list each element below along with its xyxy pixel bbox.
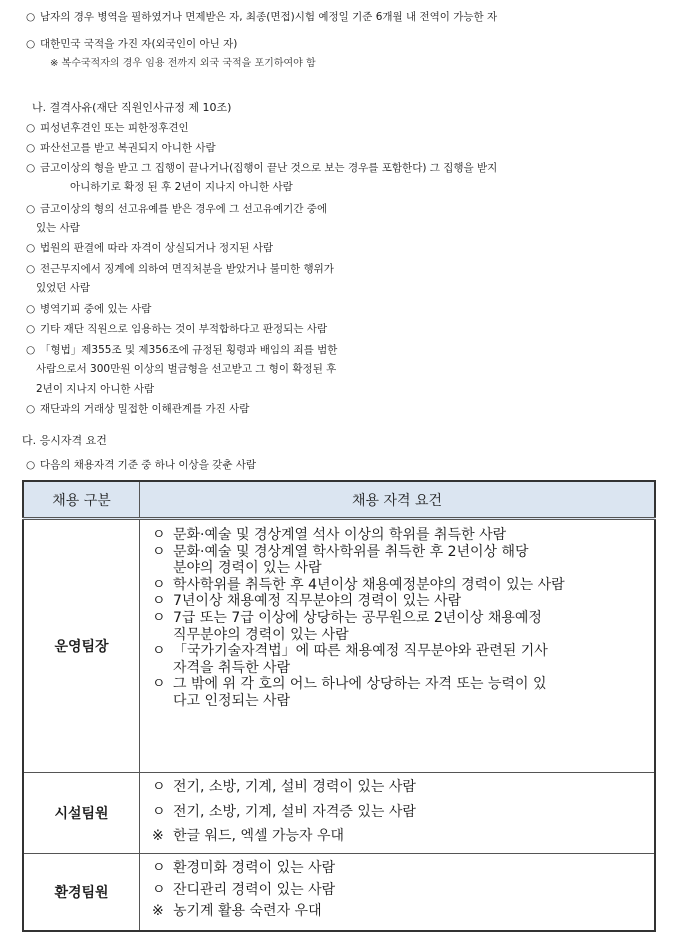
item-mark: ㅇ [152,527,166,543]
bullet-mark: ○ [26,122,36,134]
disqual-item [26,322,327,336]
list-item [152,593,646,610]
item-text: 문화·예술 및 경상계열 학사학위를 취득한 후 2년이상 해당 분야의 경력이 있는 사람 [173,543,529,577]
disqual-item [26,202,327,216]
requirements-table [22,480,656,932]
item-mark: ㅇ [152,803,166,820]
disqual-continuation: 사람으로서 300만원 이상의 벌금형을 선고받고 그 형이 확정된 후 [36,363,337,375]
list-item [152,544,646,577]
category-operations-lead: 운영팀장 [23,519,140,773]
item-mark: ㅇ [152,643,166,660]
requirement-nationality [26,37,237,51]
disqual-item [26,141,216,155]
requirement-list [140,854,656,931]
disqual-text: 병역기피 중에 있는 사람 [40,303,152,315]
eligibility-intro-text: 다음의 채용자격 기준 중 하나 이상을 갖춘 사람 [40,459,257,471]
item-text: 7년이상 채용예정 직무분야의 경력이 있는 사람 [173,593,462,610]
dual-nationality-note: ※ 복수국적자의 경우 임용 전까지 외국 국적을 포기하여야 함 [50,58,316,69]
bullet-mark: ○ [26,203,36,215]
disqual-text: 금고이상의 형을 받고 그 집행이 끝나거나(집행이 끝난 것으로 보는 경우를 포함한다) 그 집행을 받지 [40,162,498,174]
item-text: 전기, 소방, 기계, 설비 자격증 있는 사람 [173,803,416,820]
item-mark: ※ [152,903,164,919]
disqual-text: 기타 재단 직원으로 임용하는 것이 부적합하다고 판정되는 사람 [40,323,328,335]
disqual-text: 「형법」제355조 및 제356조에 규정된 횡령과 배임의 죄를 범한 [40,344,338,356]
table-row [23,854,655,931]
item-text: 잔디관리 경력이 있는 사람 [173,881,336,898]
item-text: 환경미화 경력이 있는 사람 [173,860,336,876]
category-environment-staff: 환경팀원 [23,854,140,931]
bullet-mark: ○ [26,403,36,415]
item-text: 농기계 활용 숙련자 우대 [173,903,322,919]
list-item [152,527,646,544]
item-text: 전기, 소방, 기계, 설비 경력이 있는 사람 [173,779,416,795]
item-text: 그 밖에 위 각 호의 어느 하나에 상당하는 자격 또는 능력이 있 다고 인정되는 사람 [173,676,547,709]
header-requirements: 채용 자격 요건 [140,481,656,519]
table-row [23,519,655,773]
disqual-item [26,241,273,255]
bullet-mark: ○ [26,162,36,174]
category-facilities-staff: 시설팀원 [23,773,140,854]
bullet-mark: ○ [26,323,36,335]
disqual-text: 피성년후견인 또는 피한정후견인 [40,122,189,134]
eligibility-intro [26,458,256,472]
list-item [152,775,646,800]
disqual-item [26,402,249,416]
list-item [152,880,646,902]
disqual-text: 재단과의 거래상 밀접한 이해관계를 가진 사람 [40,403,250,415]
item-text: 한글 워드, 엑셀 가능자 우대 [173,828,345,844]
list-item [152,643,646,676]
bullet-mark: ○ [26,142,36,154]
list-item [152,901,646,923]
item-text: 문화·예술 및 경상계열 석사 이상의 학위를 취득한 사람 [173,527,507,543]
item-mark: ㅇ [152,576,166,593]
disqual-text: 전근무지에서 징계에 의하여 면직처분을 받았거나 불미한 행위가 [40,263,334,275]
disqual-continuation: 2년이 지나지 아니한 사람 [36,383,155,395]
requirement-military [26,10,497,24]
list-item [152,824,646,849]
bullet-mark: ○ [26,11,36,23]
list-item [152,800,646,825]
disqual-continuation: 있었던 사람 [36,282,91,294]
item-text: 7급 또는 7급 이상에 상당하는 공무원으로 2년이상 채용예정 직무분야의 경력이 있는 사람 [173,609,542,643]
requirement-list [140,519,656,773]
item-mark: ㅇ [152,609,166,626]
list-item [152,858,646,880]
bullet-mark: ○ [26,344,36,356]
requirement-text: 대한민국 국적을 가진 자(외국인이 아닌 자) [40,38,238,50]
item-text: 학사학위를 취득한 후 4년이상 채용예정분야의 경력이 있는 사람 [173,576,565,593]
section-title-disqualification: 나. 결격사유(재단 직원인사규정 제 10조) [32,101,232,114]
disqual-item [26,262,334,276]
disqual-continuation: 아니하기로 확정 된 후 2년이 지나지 아니한 사람 [70,181,293,193]
disqual-continuation: 있는 사람 [36,222,80,234]
item-mark: ㅇ [152,779,166,795]
item-mark: ㅇ [152,676,166,693]
disqual-item [26,161,497,175]
disqual-item [26,302,151,316]
disqual-text: 금고이상의 형의 선고유예를 받은 경우에 그 선고유예기간 중에 [40,203,328,215]
item-mark: ※ [152,828,164,844]
section-title-eligibility: 다. 응시자격 요건 [22,434,107,447]
bullet-mark: ○ [26,242,36,254]
bullet-mark: ○ [26,38,36,50]
bullet-mark: ○ [26,303,36,315]
header-category: 채용 구분 [23,481,140,519]
disqual-item [26,121,189,135]
bullet-mark: ○ [26,459,36,471]
bullet-mark: ○ [26,263,36,275]
disqual-text: 법원의 판결에 따라 자격이 상실되거나 정지된 사람 [40,242,274,254]
list-item [152,577,646,594]
table-header-row [23,481,655,519]
disqual-text: 파산선고를 받고 복권되지 아니한 사람 [40,142,216,154]
disqual-item [26,343,337,357]
requirement-text: 남자의 경우 병역을 필하였거나 면제받은 자, 최종(면접)시험 예정일 기준 6개월 내 전역이 가능한 자 [40,11,498,23]
list-item [152,610,646,643]
table-row [23,773,655,854]
item-mark: ㅇ [152,543,166,560]
item-mark: ㅇ [152,593,166,610]
requirement-list [140,773,656,854]
list-item [152,676,646,709]
item-mark: ㅇ [152,860,166,876]
item-mark: ㅇ [152,881,166,898]
item-text: 「국가기술자격법」에 따른 채용예정 직무분야와 관련된 기사 자격을 취득한 사람 [173,643,548,676]
